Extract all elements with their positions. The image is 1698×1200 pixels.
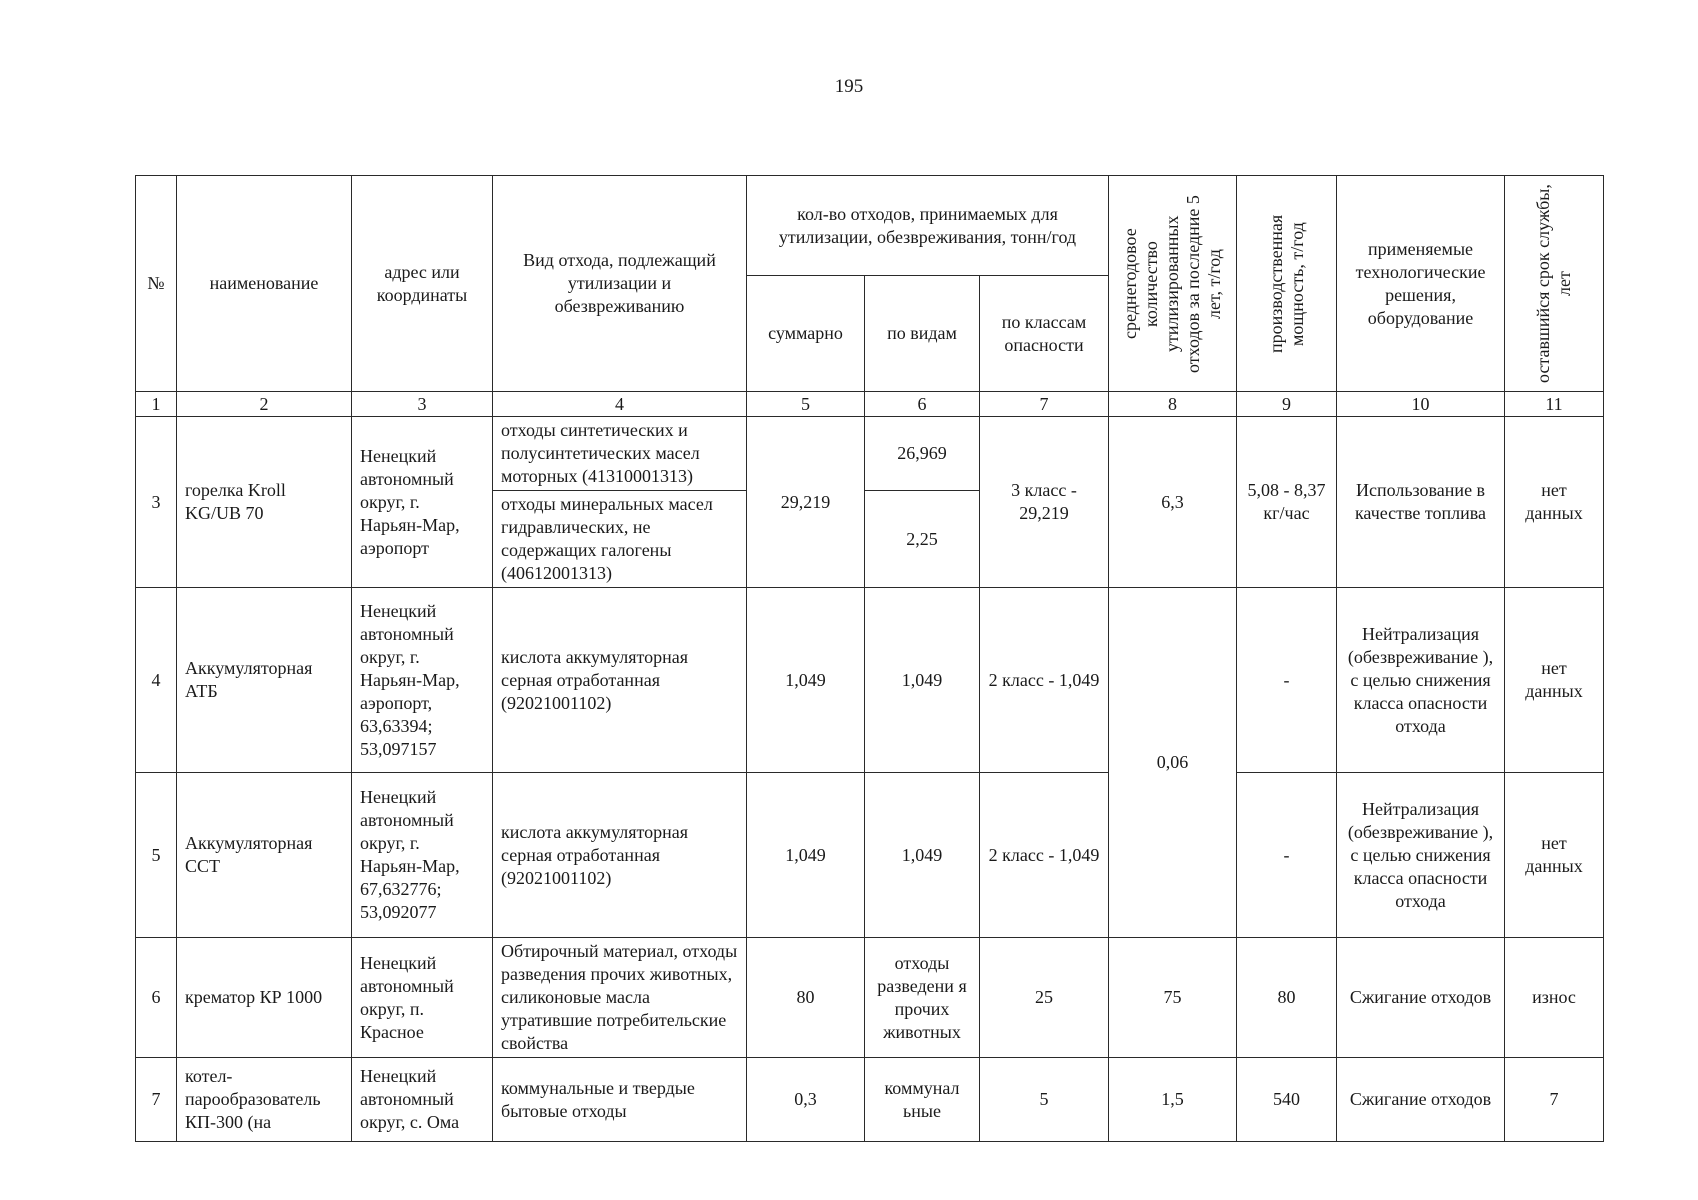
row-remaining: нет данных [1505,417,1604,588]
row-address: Ненецкий автономный округ, г. Нарьян-Мар, аэропорт [352,417,493,588]
row-address: Ненецкий автономный округ, г. Нарьян-Мар, 67,632776; 53,092077 [352,773,493,938]
row-capacity: - [1237,588,1337,773]
row-capacity: 5,08 - 8,37 кг/час [1237,417,1337,588]
row-avg: 75 [1109,938,1237,1058]
row-remaining: износ [1505,938,1604,1058]
row-name: крематор КР 1000 [177,938,352,1058]
row-num: 3 [136,417,177,588]
page-number: 195 [834,76,864,97]
row-waste: Обтирочный материал, отходы разведения прочих животных, силиконовые масла утратившие потребительские свойства [493,938,747,1058]
row-total: 29,219 [747,417,865,588]
row-by-type: 1,049 [865,773,980,938]
row-address: Ненецкий автономный округ, с. Ома [352,1058,493,1142]
column-number: 2 [177,392,352,417]
row-technology: Сжигание отходов [1337,938,1505,1058]
row-address: Ненецкий автономный округ, г. Нарьян-Мар, аэропорт, 63,63394; 53,097157 [352,588,493,773]
row-technology: Нейтрализация (обезвреживание ), с целью снижения класса опасности отхода [1337,773,1505,938]
row-avg: 1,5 [1109,1058,1237,1142]
row-waste: кислота аккумуляторная серная отработанная (92021001102) [493,773,747,938]
row-avg-shared: 0,06 [1109,588,1237,938]
row-avg: 6,3 [1109,417,1237,588]
row-by-type: отходы разведени я прочих животных [865,938,980,1058]
row-name: Аккумуляторная ССТ [177,773,352,938]
row-waste: кислота аккумуляторная серная отработанная (92021001102) [493,588,747,773]
header-address: адрес или координаты [352,176,493,392]
row-total: 1,049 [747,773,865,938]
row-by-type: коммунал ьные [865,1058,980,1142]
header-remaining-life-text: оставшийся срок службы, лет [1533,184,1575,383]
row-name: котел-парообразователь КП-300 (на [177,1058,352,1142]
row-remaining: нет данных [1505,588,1604,773]
row-capacity: - [1237,773,1337,938]
row-num: 6 [136,938,177,1058]
row-by-class: 2 класс - 1,049 [980,773,1109,938]
header-by-class: по классам опасности [980,276,1109,392]
waste-facilities-table [135,175,1604,1142]
row-by-type: 1,049 [865,588,980,773]
header-capacity-text: производственная мощность, т/год [1265,214,1307,353]
row-num: 4 [136,588,177,773]
table-row [136,417,1604,491]
header-waste-type: Вид отхода, подлежащий утилизации и обезвреживанию [493,176,747,392]
header-capacity [1237,176,1337,392]
column-number: 10 [1337,392,1505,417]
row-name: Аккумуляторная АТБ [177,588,352,773]
row-technology: Нейтрализация (обезвреживание ), с целью снижения класса опасности отхода [1337,588,1505,773]
row-waste: отходы синтетических и полусинтетических масел моторных (41310001313) [493,417,747,491]
row-technology: Использование в качестве топлива [1337,417,1505,588]
column-number: 3 [352,392,493,417]
row-by-type: 2,25 [865,491,980,588]
header-remaining-life [1505,176,1604,392]
row-total: 0,3 [747,1058,865,1142]
row-by-class: 5 [980,1058,1109,1142]
column-number: 1 [136,392,177,417]
header-name: наименование [177,176,352,392]
column-number: 11 [1505,392,1604,417]
header-num: № [136,176,177,392]
row-remaining: 7 [1505,1058,1604,1142]
column-number-row [136,392,1604,417]
column-number: 7 [980,392,1109,417]
header-by-type: по видам [865,276,980,392]
table-row [136,588,1604,773]
header-total: суммарно [747,276,865,392]
column-number: 5 [747,392,865,417]
column-number: 6 [865,392,980,417]
row-waste: коммунальные и твердые бытовые отходы [493,1058,747,1142]
column-number: 8 [1109,392,1237,417]
header-avg-utilized-text: среднегодовое количество утилизированных отходов за последние 5 лет, т/год [1120,194,1225,373]
row-num: 5 [136,773,177,938]
column-number: 4 [493,392,747,417]
row-total: 80 [747,938,865,1058]
row-technology: Сжигание отходов [1337,1058,1505,1142]
row-by-class: 3 класс - 29,219 [980,417,1109,588]
row-capacity: 80 [1237,938,1337,1058]
row-address: Ненецкий автономный округ, п. Красное [352,938,493,1058]
row-by-class: 25 [980,938,1109,1058]
row-waste: отходы минеральных масел гидравлических, не содержащих галогены (40612001313) [493,491,747,588]
row-by-class: 2 класс - 1,049 [980,588,1109,773]
column-number: 9 [1237,392,1337,417]
table-row [136,773,1604,938]
header-row [136,176,1604,276]
row-num: 7 [136,1058,177,1142]
row-remaining: нет данных [1505,773,1604,938]
table-row [136,1058,1604,1142]
table-row [136,938,1604,1058]
header-quantity-group: кол-во отходов, принимаемых для утилизации, обезвреживания, тонн/год [747,176,1109,276]
header-technology: применяемые технологические решения, оборудование [1337,176,1505,392]
row-total: 1,049 [747,588,865,773]
row-capacity: 540 [1237,1058,1337,1142]
row-by-type: 26,969 [865,417,980,491]
row-name: горелка Kroll KG/UB 70 [177,417,352,588]
header-avg-utilized [1109,176,1237,392]
